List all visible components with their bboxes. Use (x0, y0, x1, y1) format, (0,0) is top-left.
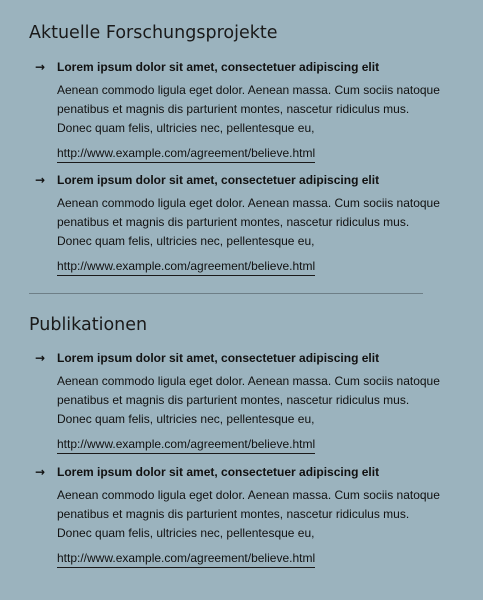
entry-link[interactable]: http://www.example.com/agreement/believe.html (57, 145, 315, 163)
entry-description-line: Aenean commodo ligula eget dolor. Aenean massa. Cum sociis natoque (57, 488, 440, 502)
entry-description-line: Donec quam felis, ultricies nec, pellentesque eu, (57, 121, 315, 135)
arrow-right-icon: → (35, 465, 46, 479)
entry-description-line: penatibus et magnis dis parturient montes, nascetur ridiculus mus. (57, 393, 410, 407)
section-title: Publikationen (29, 315, 148, 335)
entry-description-line: Aenean commodo ligula eget dolor. Aenean massa. Cum sociis natoque (57, 196, 440, 210)
entry-description-line: Aenean commodo ligula eget dolor. Aenean massa. Cum sociis natoque (57, 83, 440, 97)
entry-link[interactable]: http://www.example.com/agreement/believe.html (57, 258, 315, 276)
entry-title: Lorem ipsum dolor sit amet, consectetuer adipiscing elit (57, 351, 380, 365)
entry-description-line: Donec quam felis, ultricies nec, pellentesque eu, (57, 234, 315, 248)
entry-description-line: penatibus et magnis dis parturient montes, nascetur ridiculus mus. (57, 215, 410, 229)
entry-link[interactable]: http://www.example.com/agreement/believe.html (57, 550, 315, 568)
entry-description (57, 486, 440, 543)
entry-link[interactable]: http://www.example.com/agreement/believe.html (57, 436, 315, 454)
entry-title: Lorem ipsum dolor sit amet, consectetuer adipiscing elit (57, 60, 380, 74)
entry-description (57, 194, 440, 251)
section-divider (29, 293, 423, 294)
section-title: Aktuelle Forschungsprojekte (29, 23, 278, 43)
arrow-right-icon: → (35, 60, 46, 74)
entry-description-line: Donec quam felis, ultricies nec, pellentesque eu, (57, 526, 315, 540)
entry-description (57, 81, 440, 138)
entry-title: Lorem ipsum dolor sit amet, consectetuer adipiscing elit (57, 465, 380, 479)
entry-description-line: penatibus et magnis dis parturient montes, nascetur ridiculus mus. (57, 507, 410, 521)
entry-description-line: Aenean commodo ligula eget dolor. Aenean massa. Cum sociis natoque (57, 374, 440, 388)
section-research-projects (29, 22, 429, 44)
entry-description-line: Donec quam felis, ultricies nec, pellentesque eu, (57, 412, 315, 426)
entry-title: Lorem ipsum dolor sit amet, consectetuer adipiscing elit (57, 173, 380, 187)
arrow-right-icon: → (35, 351, 46, 365)
section-publications (29, 314, 429, 336)
entry-description (57, 372, 440, 429)
entry-description-line: penatibus et magnis dis parturient montes, nascetur ridiculus mus. (57, 102, 410, 116)
arrow-right-icon: → (35, 173, 46, 187)
